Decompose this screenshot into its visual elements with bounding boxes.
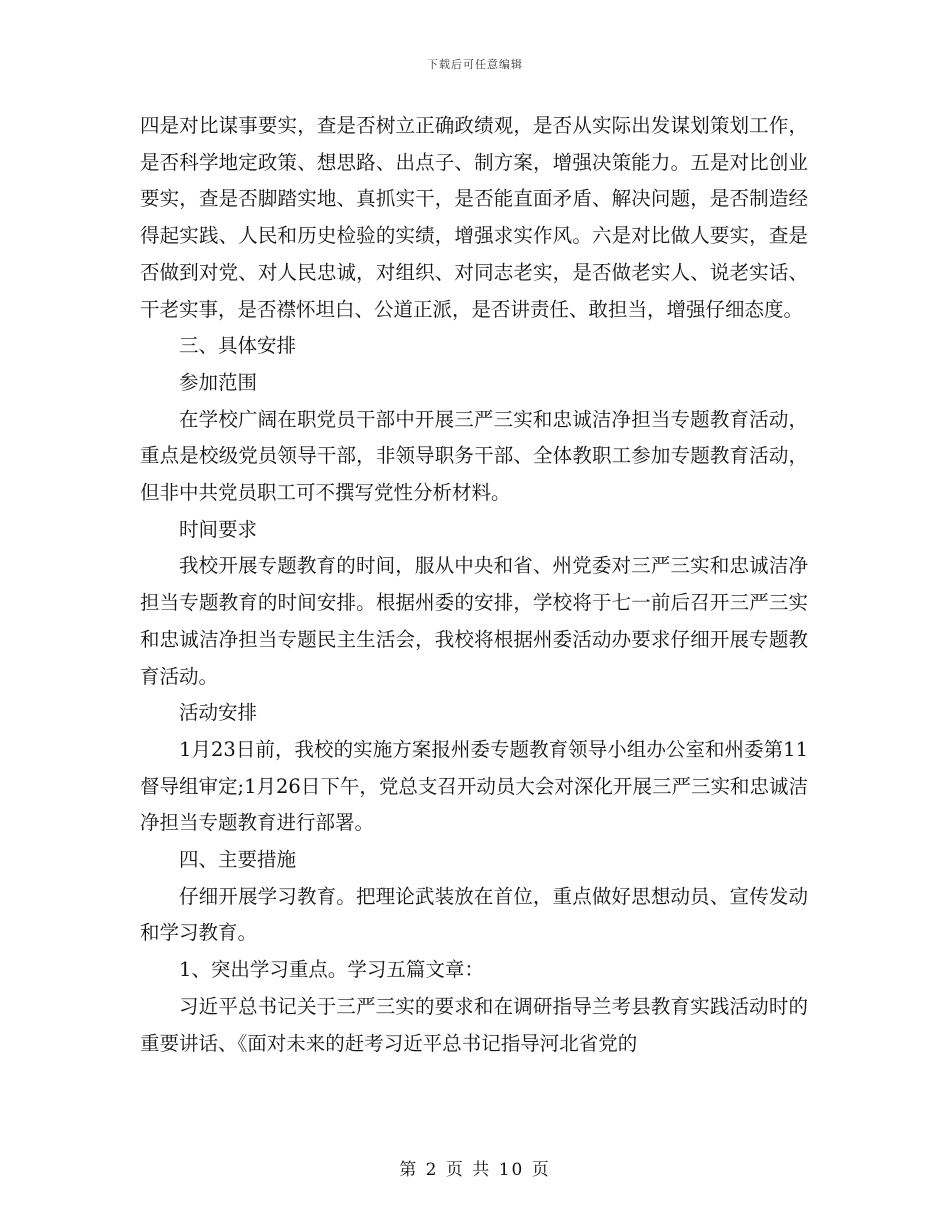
paragraph-activities: 1月23日前，我校的实施方案报州委专题教育领导小组办公室和州委第11督导组审定;1月26日下午，党总支召开动员大会对深化开展三严三实和忠诚洁净担当专题教育进行部署。	[140, 737, 808, 835]
subheading-time: 时间要求	[179, 517, 258, 541]
page-header: 下载后可任意编辑	[427, 58, 523, 71]
section-heading-measures: 四、主要措施	[179, 848, 297, 872]
section-heading-arrangement: 三、具体安排	[179, 334, 297, 358]
list-item-study-focus: 1、突出学习重点。学习五篇文章：	[179, 958, 484, 982]
subheading-scope: 参加范围	[179, 370, 258, 394]
subheading-activities: 活动安排	[179, 701, 258, 725]
paragraph-measures: 仔细开展学习教育。把理论武装放在首位，重点做好思想动员、宣传发动和学习教育。	[140, 884, 808, 945]
paragraph-study-articles: 习近平总书记关于三严三实的要求和在调研指导兰考县教育实践活动时的重要讲话、《面对未来的赶考习近平总书记指导河北省党的	[140, 994, 808, 1055]
paragraph-time: 我校开展专题教育的时间，服从中央和省、州党委对三严三实和忠诚洁净担当专题教育的时间安排。根据州委的安排，学校将于七一前后召开三严三实和忠诚洁净担当专题民主生活会，我校将根据州委活动办要求仔细开展专题教育活动。	[140, 554, 808, 688]
paragraph-scope: 在学校广阔在职党员干部中开展三严三实和忠诚洁净担当专题教育活动，重点是校级党员领导干部，非领导职务干部、全体教职工参加专题教育活动，但非中共党员职工可不撰写党性分析材料。	[140, 407, 808, 505]
paragraph-comparison-items: 四是对比谋事要实，查是否树立正确政绩观，是否从实际出发谋划策划工作，是否科学地定政策、想思路、出点子、制方案，增强决策能力。五是对比创业要实，查是否脚踏实地、真抓实干，是否能直面矛盾、解决问题，是否制造经得起实践、人民和历史检验的实绩，增强求实作风。六是对比做人要实，查是否做到对党、对人民忠诚，对组织、对同志老实，是否做老实人、说老实话、干老实事，是否襟怀坦白、公道正派，是否讲责任、敢担当，增强仔细态度。	[140, 114, 808, 321]
page-number-footer: 第 2 页 共 10 页	[399, 1160, 551, 1180]
document-body	[140, 108, 808, 1062]
